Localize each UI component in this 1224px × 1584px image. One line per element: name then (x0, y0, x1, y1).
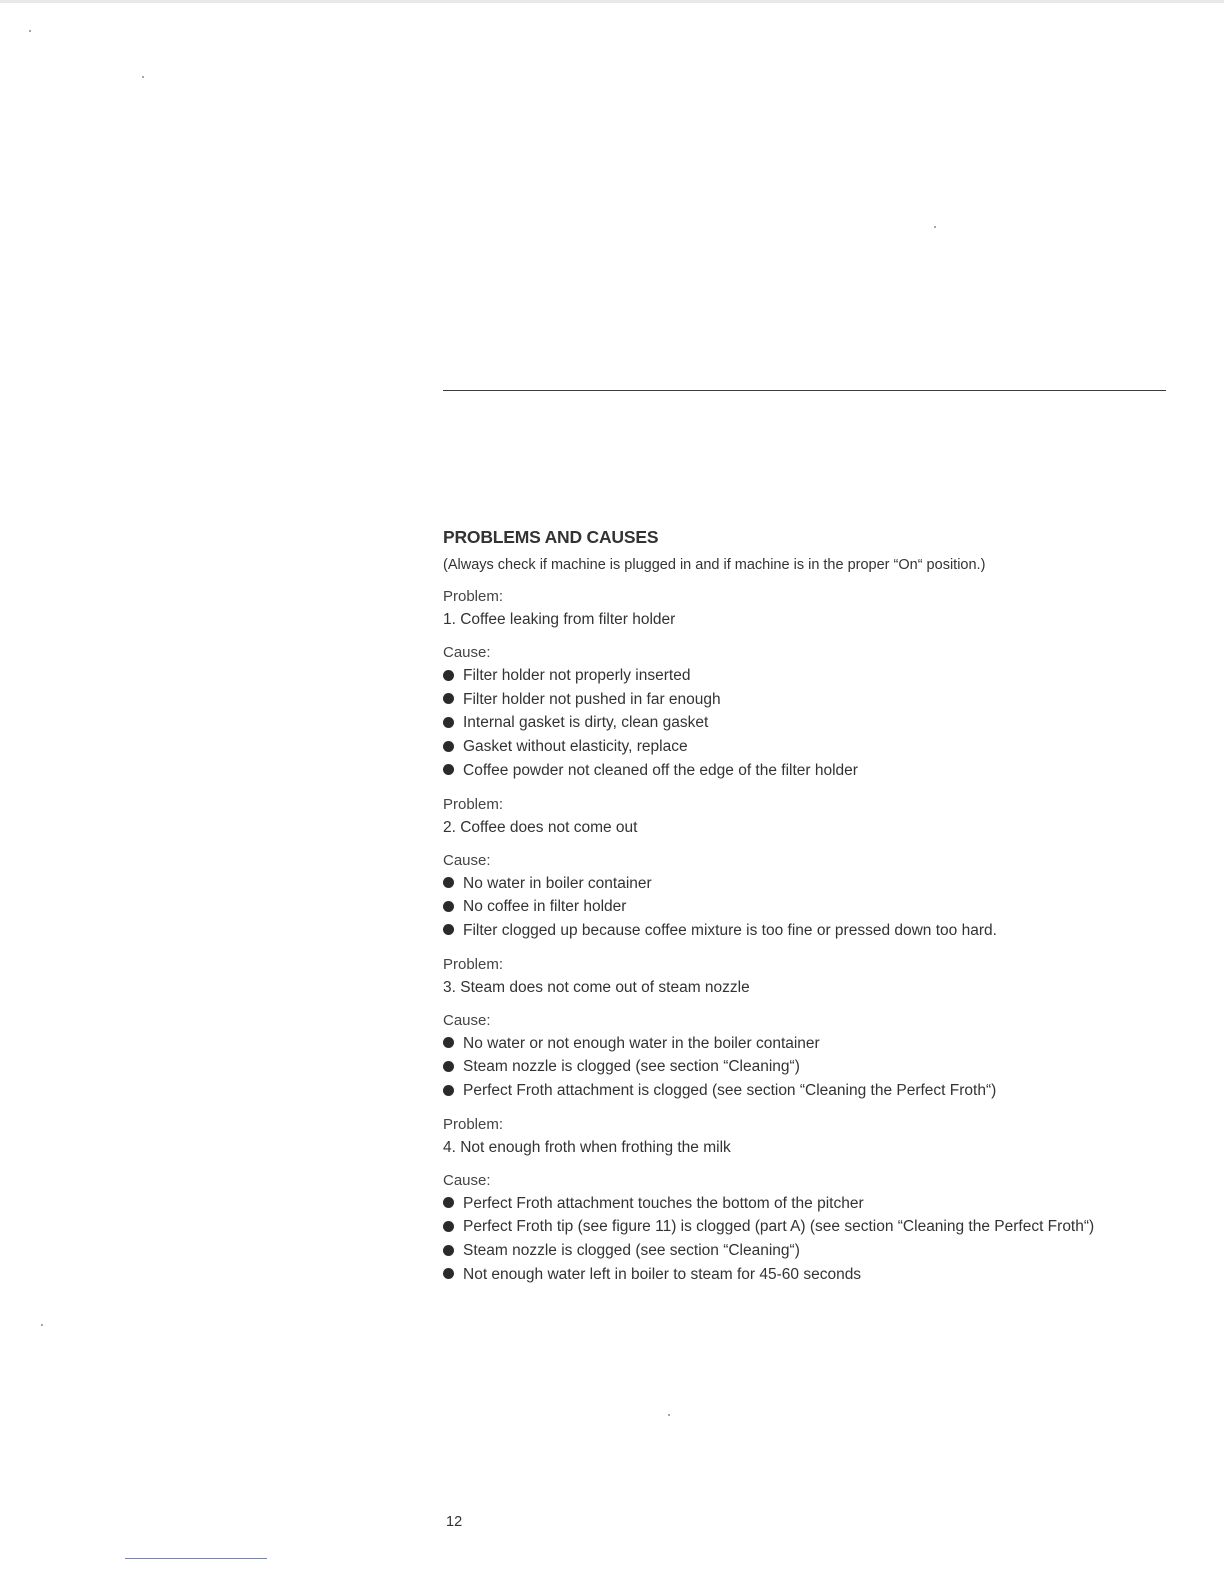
section-title: PROBLEMS AND CAUSES (443, 527, 659, 547)
bullet-icon (443, 877, 454, 888)
problem-label: Problem: (443, 588, 504, 605)
cause-list (443, 872, 1183, 943)
scan-speck (142, 76, 144, 78)
problem-block-4 (443, 1113, 1183, 1287)
scan-speck (934, 226, 936, 228)
cause-label: Cause: (443, 1011, 491, 1029)
cause-list (443, 1032, 1183, 1103)
cause-item: Not enough water left in boiler to steam for 45-60 seconds (443, 1263, 1183, 1287)
bullet-icon (443, 1037, 454, 1048)
bullet-icon (443, 1061, 454, 1072)
bullet-icon (443, 741, 454, 752)
bullet-icon (443, 1245, 454, 1256)
bullet-icon (443, 717, 454, 728)
cause-item: No water in boiler container (443, 872, 1183, 896)
page-number: 12 (446, 1514, 463, 1530)
problem-block-3 (443, 953, 1183, 1103)
cause-item: Gasket without elasticity, replace (443, 735, 1183, 759)
cause-item: Internal gasket is dirty, clean gasket (443, 711, 1183, 735)
problem-block-1 (443, 585, 1183, 783)
power-check-note: (Always check if machine is plugged in and if machine is in the proper “On“ position.) (443, 557, 986, 573)
cause-item: Filter clogged up because coffee mixture is too fine or pressed down too hard. (443, 919, 1183, 943)
bullet-icon (443, 764, 454, 775)
cause-list (443, 664, 1183, 783)
problem-label: Problem: (443, 955, 504, 973)
cause-item: Steam nozzle is clogged (see section “Cleaning“) (443, 1055, 1183, 1079)
problems-and-causes-section (443, 527, 1183, 1297)
cause-list (443, 1192, 1183, 1287)
scan-speck (41, 1324, 43, 1326)
page-top-edge (0, 0, 1224, 3)
cause-item: Filter holder not properly inserted (443, 664, 1183, 688)
cause-label: Cause: (443, 644, 491, 661)
problem-text: 3. Steam does not come out of steam nozzle (443, 978, 750, 996)
cause-item: Perfect Froth tip (see figure 11) is clogged (part A) (see section “Cleaning the Perfect Froth“) (443, 1215, 1183, 1239)
horizontal-rule (443, 390, 1166, 391)
problem-label: Problem: (443, 1115, 504, 1133)
problem-text: 1. Coffee leaking from filter holder (443, 611, 676, 628)
bullet-icon (443, 1085, 454, 1096)
problem-text: 2. Coffee does not come out (443, 818, 638, 836)
problem-block-2 (443, 793, 1183, 943)
problem-label: Problem: (443, 795, 504, 813)
cause-item: Steam nozzle is clogged (see section “Cleaning“) (443, 1239, 1183, 1263)
bullet-icon (443, 1221, 454, 1232)
problem-text: 4. Not enough froth when frothing the milk (443, 1138, 731, 1156)
cause-label: Cause: (443, 1171, 491, 1189)
cause-item: Filter holder not pushed in far enough (443, 688, 1183, 712)
bullet-icon (443, 901, 454, 912)
cause-item: Perfect Froth attachment touches the bottom of the pitcher (443, 1192, 1183, 1216)
cause-item: Perfect Froth attachment is clogged (see section “Cleaning the Perfect Froth“) (443, 1079, 1183, 1103)
bottom-edge-line (125, 1558, 267, 1559)
bullet-icon (443, 670, 454, 681)
bullet-icon (443, 1268, 454, 1279)
bullet-icon (443, 693, 454, 704)
cause-item: No water or not enough water in the boiler container (443, 1032, 1183, 1056)
scan-speck (29, 30, 31, 32)
cause-item: No coffee in filter holder (443, 895, 1183, 919)
bullet-icon (443, 924, 454, 935)
cause-label: Cause: (443, 851, 491, 869)
bullet-icon (443, 1197, 454, 1208)
cause-item: Coffee powder not cleaned off the edge of the filter holder (443, 759, 1183, 783)
scan-speck (668, 1414, 670, 1416)
